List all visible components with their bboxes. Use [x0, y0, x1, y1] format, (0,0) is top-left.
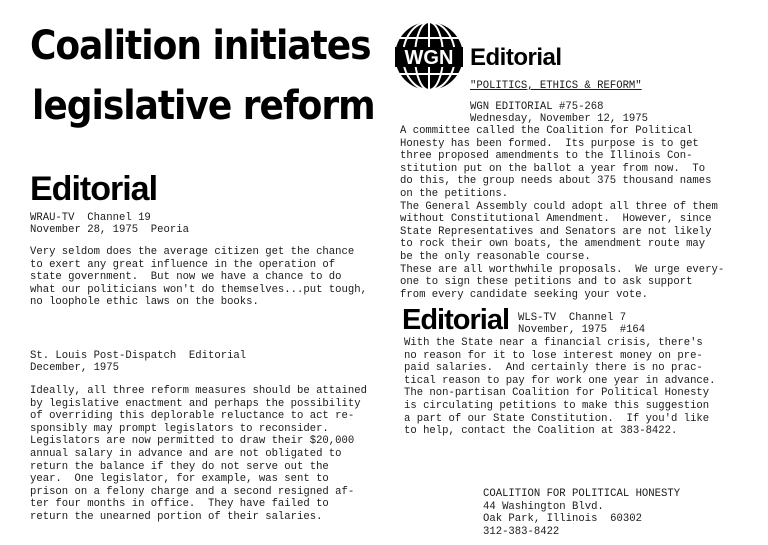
wgn-body-line: Honesty has been formed. Its purpose is to get: [400, 137, 699, 150]
wls-date: November, 1975 #164: [518, 324, 646, 336]
wgn-body-line: do this, the group needs about 375 thousand names: [400, 175, 712, 188]
wgn-body: [400, 125, 724, 301]
wrau-date: November 28, 1975 Peoria: [30, 224, 189, 236]
wrau-body-line: what our politicians won't do themselves...put tough,: [30, 283, 367, 296]
wrau-body-line: no loophole ethic laws on the books.: [30, 296, 259, 309]
wls-body-line: is circulating petitions to make this suggestion: [404, 399, 710, 412]
contact-block: [483, 488, 680, 538]
stl-body-line: sponsibly may prompt legislators to reconsider.: [30, 422, 329, 435]
contact-city: Oak Park, Illinois 60302: [483, 513, 642, 526]
wls-body-line: to help, contact the Coalition at 383-8422.: [404, 425, 678, 438]
stl-date: December, 1975: [30, 362, 120, 374]
wgn-body-line: to rock their own boats, the amendment route may: [400, 238, 706, 251]
stl-body-line: ter four months in office. They have failed to: [30, 498, 329, 511]
wrau-body-line: Very seldom does the average citizen get the chance: [30, 246, 355, 258]
headline-line-2: legislative reform: [32, 83, 375, 129]
wgn-body-line: be the only reasonable course.: [400, 250, 591, 263]
headline-line-1: Coalition initiates: [30, 23, 371, 69]
wls-body-line: no reason for it to lose interest money on pre-: [404, 349, 703, 362]
wgn-logo: [393, 20, 465, 97]
wgn-editorial-label: Editorial: [470, 44, 562, 71]
wgn-body-line: from every candidate seeking your vote.: [400, 288, 648, 301]
wgn-body-line: A committee called the Coalition for Political: [400, 125, 693, 137]
stl-source: St. Louis Post-Dispatch Editorial: [30, 350, 247, 362]
stl-body-line: Ideally, all three reform measures should be attained: [30, 385, 367, 397]
contact-phone: 312-383-8422: [483, 525, 560, 538]
wgn-date-line: Wednesday, November 12, 1975: [470, 113, 649, 125]
stl-body-line: Legislators are now permitted to draw their $20,000: [30, 435, 355, 448]
wgn-body-line: These are all worthwhile proposals. We urge every-: [400, 263, 725, 276]
stl-body-line: prison on a felony charge and a second resigned af-: [30, 485, 355, 498]
wrau-editorial-label: Editorial: [30, 170, 158, 208]
wls-body-line: paid salaries. And certainly there is no prac-: [404, 362, 703, 375]
contact-org: COALITION FOR POLITICAL HONESTY: [483, 488, 681, 500]
wrau-body: [30, 246, 367, 309]
wgn-logo-text: WGN: [404, 47, 454, 69]
wgn-globe-icon: [393, 20, 465, 92]
wls-body-line: tical reason to pay for work one year in advance.: [404, 374, 716, 387]
wgn-body-line: The General Assembly could adopt all three of them: [400, 200, 718, 213]
wgn-body-line: State Representatives and Senators are not likely: [400, 225, 712, 238]
stl-body-line: of overriding this deplorable reluctance to act re-: [30, 410, 355, 423]
wls-body-line: With the State near a financial crisis, there's: [404, 337, 703, 349]
wgn-body-line: on the petitions.: [400, 187, 509, 200]
wgn-topic: "POLITICS, ETHICS & REFORM": [470, 80, 642, 92]
wrau-body-line: to exert any great influence in the operation of: [30, 258, 336, 271]
wls-body-line: The non-partisan Coalition for Political Honesty: [404, 387, 710, 400]
wls-editorial-label: Editorial: [402, 304, 510, 336]
stl-body-line: by legislative enactment and perhaps the possibility: [30, 397, 361, 410]
wgn-body-line: three proposed amendments to the Illinois Con-: [400, 150, 693, 163]
contact-street: 44 Washington Blvd.: [483, 500, 604, 513]
wls-station: WLS-TV Channel 7: [518, 312, 627, 324]
stl-body-line: return the balance if they do not serve out the: [30, 460, 329, 473]
stl-body-line: year. One legislator, for example, was sent to: [30, 473, 329, 486]
wls-body-line: a part of our State Constitution. If you'd like: [404, 412, 710, 425]
wgn-id-line: WGN EDITORIAL #75-268: [470, 101, 604, 113]
wls-body: [404, 337, 716, 438]
wgn-body-line: without Constitutional Amendment. However, since: [400, 213, 712, 226]
stl-body-line: return the unearned portion of their salaries.: [30, 510, 323, 523]
wrau-station: WRAU-TV Channel 19: [30, 212, 151, 224]
stl-body-line: annual salary in advance and are not obligated to: [30, 447, 342, 460]
wgn-body-line: one to sign these petitions and to ask support: [400, 276, 693, 289]
stl-body: [30, 385, 367, 524]
wrau-body-line: state government. But now we have a chance to do: [30, 271, 342, 284]
wgn-body-line: stitution put on the ballot a year from now. To: [400, 162, 706, 175]
